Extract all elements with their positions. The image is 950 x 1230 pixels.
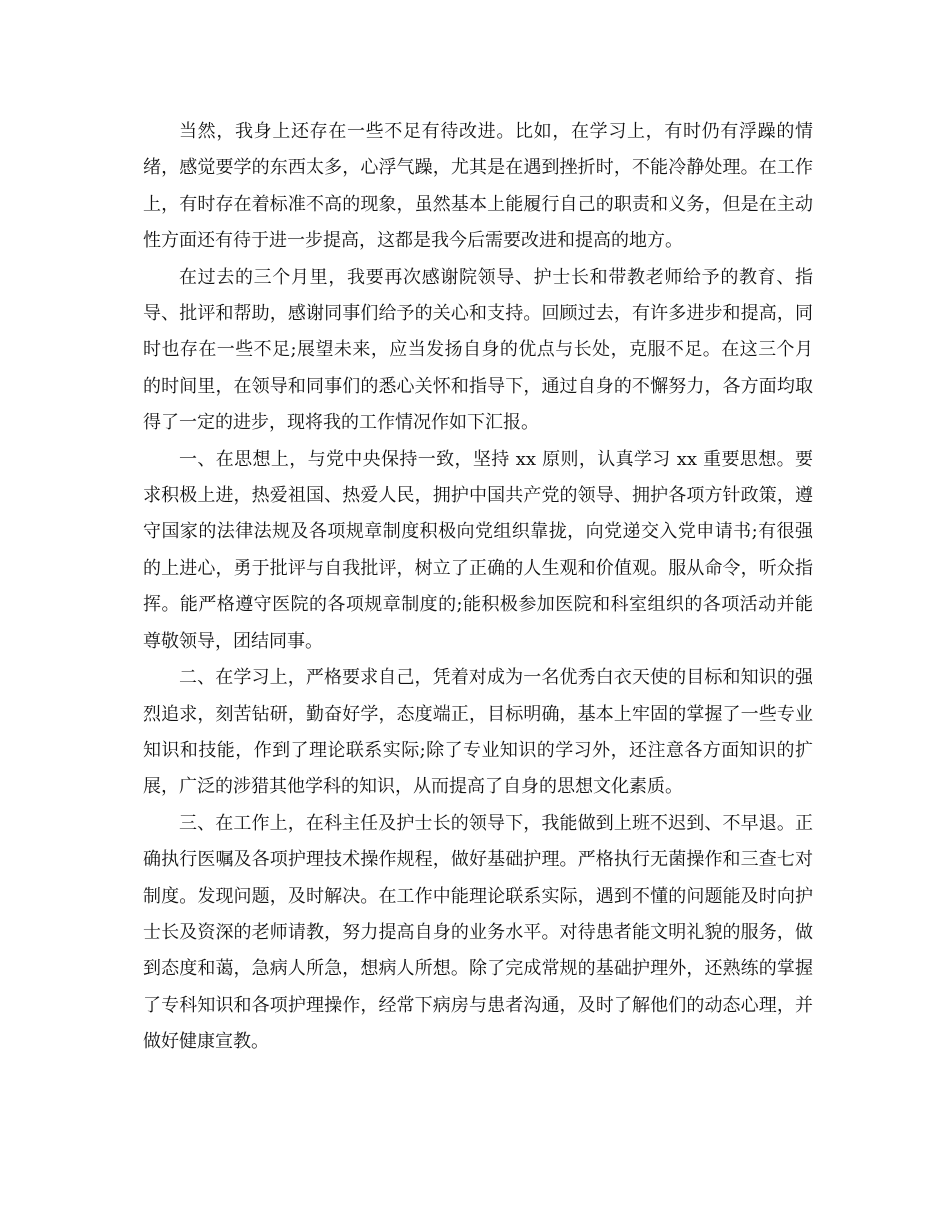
paragraph-2: 在过去的三个月里，我要再次感谢院领导、护士长和带教老师给予的教育、指导、批评和帮助，感谢同事们给予的关心和支持。回顾过去，有许多进步和提高，同时也存在一些不足;展望未来，应当发扬自身的优点与长处，克服不足。在这三个月的时间里，在领导和同事们的悉心关怀和指导下，通过自身的不懈努力，各方面均取得了一定的进步，现将我的工作情况作如下汇报。 xyxy=(143,266,813,434)
document-body xyxy=(143,114,813,1061)
paragraph-1: 当然，我身上还存在一些不足有待改进。比如，在学习上，有时仍有浮躁的情绪，感觉要学的东西太多，心浮气躁，尤其是在遇到挫折时，不能冷静处理。在工作上，有时存在着标准不高的现象，虽然基本上能履行自己的职责和义务，但是在主动性方面还有待于进一步提高，这都是我今后需要改进和提高的地方。 xyxy=(143,121,813,252)
paragraph-3: 一、在思想上，与党中央保持一致，坚持 xx 原则，认真学习 xx 重要思想。要求积极上进，热爱祖国、热爱人民，拥护中国共产党的领导、拥护各项方针政策，遵守国家的法律法规及各项规章制度积极向党组织靠拢，向党递交入党申请书;有很强的上进心，勇于批评与自我批评，树立了正确的人生观和价值观。服从命令，听众指挥。能严格遵守医院的各项规章制度的;能积极参加医院和科室组织的各项活动并能尊敬领导，团结同事。 xyxy=(143,448,813,652)
paragraph-5: 三、在工作上，在科主任及护士长的领导下，我能做到上班不迟到、不早退。正确执行医嘱及各项护理技术操作规程，做好基础护理。严格执行无菌操作和三查七对制度。发现问题，及时解决。在工作中能理论联系实际，遇到不懂的问题能及时向护士长及资深的老师请教，努力提高自身的业务水平。对待患者能文明礼貌的服务，做到态度和蔼，急病人所急，想病人所想。除了完成常规的基础护理外，还熟练的掌握了专科知识和各项护理操作，经常下病房与患者沟通，及时了解他们的动态心理，并做好健康宣教。 xyxy=(143,812,813,1053)
paragraph-4: 二、在学习上，严格要求自己，凭着对成为一名优秀白衣天使的目标和知识的强烈追求，刻苦钻研，勤奋好学，态度端正，目标明确，基本上牢固的掌握了一些专业知识和技能，作到了理论联系实际;除了专业知识的学习外，还注意各方面知识的扩展，广泛的涉猎其他学科的知识，从而提高了自身的思想文化素质。 xyxy=(143,667,813,798)
